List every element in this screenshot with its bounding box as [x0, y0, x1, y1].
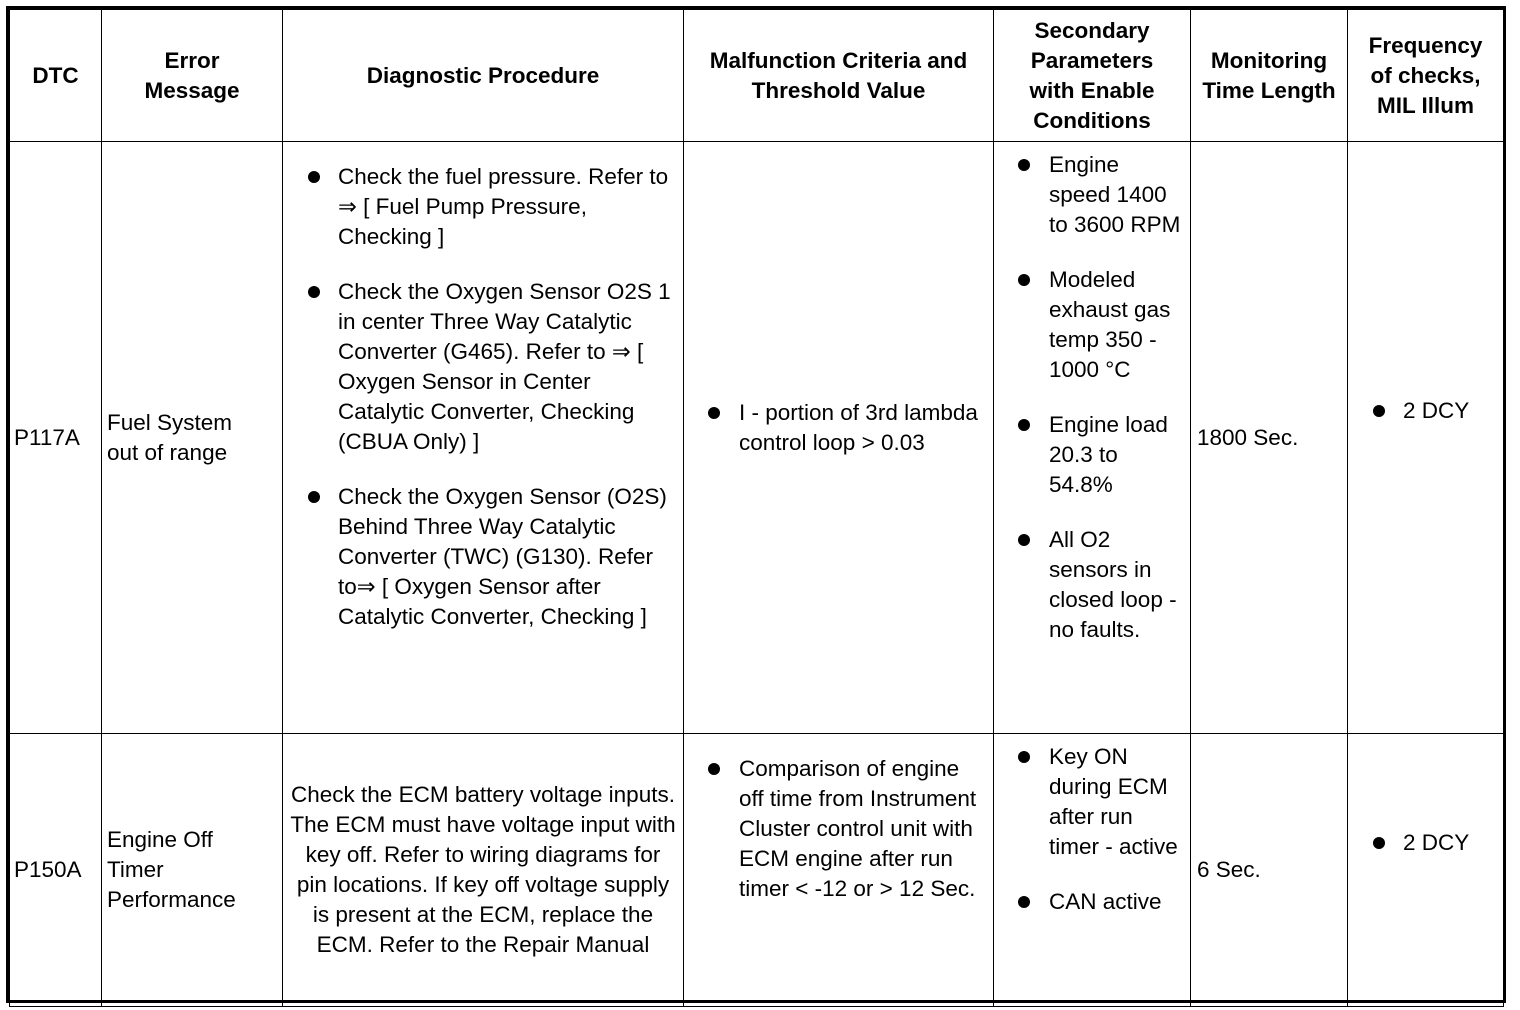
malfunction-criteria: [684, 734, 994, 1007]
bullet-icon: [1018, 751, 1030, 763]
table-row: [10, 734, 1504, 1007]
header-malfunction-criteria: Malfunction Criteria and Threshold Value: [684, 10, 994, 142]
error-message: Engine Off Timer Performance: [102, 734, 283, 1007]
header-error-message: Error Message: [102, 10, 283, 142]
parameter-item: Engine speed 1400 to 3600 RPM: [994, 150, 1190, 240]
bullet-icon: [1018, 419, 1030, 431]
error-message: Fuel System out of range: [102, 142, 283, 734]
parameter-item: Engine load 20.3 to 54.8%: [994, 410, 1190, 500]
parameter-item: CAN active: [994, 887, 1190, 917]
parameter-item: All O2 sensors in closed loop - no faults.: [994, 525, 1190, 645]
header-diagnostic-procedure: Diagnostic Procedure: [283, 10, 684, 142]
header-frequency: Frequency of checks, MIL Illum: [1348, 10, 1504, 142]
malfunction-criteria: [684, 142, 994, 734]
bullet-icon: [1018, 274, 1030, 286]
bullet-icon: [1018, 159, 1030, 171]
bullet-icon: [708, 763, 720, 775]
bullet-icon: [308, 491, 320, 503]
bullet-icon: [308, 171, 320, 183]
secondary-parameters: [994, 734, 1191, 1007]
secondary-parameters: [994, 142, 1191, 734]
criteria-item: Comparison of engine off time from Instrument Cluster control unit with ECM engine after run timer < -12 or > 12 Sec.: [684, 754, 993, 904]
header-dtc: DTC: [10, 10, 102, 142]
procedure-step: Check the Oxygen Sensor (O2S) Behind Three Way Catalytic Converter (TWC) (G130). Refer to⇒ [ Oxygen Sensor after Catalytic Converter, Checking ]: [283, 482, 683, 632]
bullet-icon: [1373, 405, 1385, 417]
dtc-table-frame: [6, 6, 1506, 1003]
criteria-item: I - portion of 3rd lambda control loop > 0.03: [684, 398, 993, 458]
bullet-icon: [1018, 534, 1030, 546]
header-secondary-parameters: Secondary Parameters with Enable Conditions: [994, 10, 1191, 142]
diagnostic-procedure: [283, 142, 684, 734]
frequency: [1348, 734, 1504, 1007]
frequency-item: 2 DCY: [1348, 828, 1503, 858]
bullet-icon: [708, 407, 720, 419]
parameter-item: Modeled exhaust gas temp 350 - 1000 °C: [994, 265, 1190, 385]
bullet-icon: [1018, 896, 1030, 908]
frequency-item: 2 DCY: [1348, 396, 1503, 426]
diagnostic-procedure: Check the ECM battery voltage inputs. The ECM must have voltage input with key off. Refer to wiring diagrams for pin locations. If key off voltage supply is present at the ECM, replace the ECM. Refer to the Repair Manual: [283, 734, 684, 1007]
dtc-code: P117A: [10, 142, 102, 734]
header-row: [10, 10, 1504, 142]
monitoring-time: 1800 Sec.: [1191, 142, 1348, 734]
bullet-icon: [1373, 837, 1385, 849]
monitoring-time: 6 Sec.: [1191, 734, 1348, 1007]
dtc-table: [9, 9, 1504, 1007]
frequency: [1348, 142, 1504, 734]
dtc-code: P150A: [10, 734, 102, 1007]
bullet-icon: [308, 286, 320, 298]
parameter-item: Key ON during ECM after run timer - active: [994, 742, 1190, 862]
procedure-step: Check the Oxygen Sensor O2S 1 in center Three Way Catalytic Converter (G465). Refer to ⇒ [ Oxygen Sensor in Center Catalytic Converter, Checking (CBUA Only) ]: [283, 277, 683, 457]
table-row: [10, 142, 1504, 734]
header-monitoring-time: Monitoring Time Length: [1191, 10, 1348, 142]
procedure-step: Check the fuel pressure. Refer to ⇒ [ Fuel Pump Pressure, Checking ]: [283, 162, 683, 252]
